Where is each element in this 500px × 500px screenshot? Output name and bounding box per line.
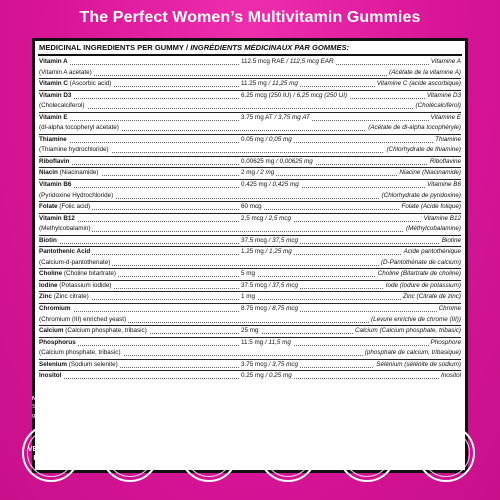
ingredient-name-fr: (Acétate de la vitamine A) [387,68,461,79]
ingredient-source-en: (Cholecalciferol) [39,102,85,110]
ingredient-name-en [39,145,111,156]
ingredient-amount [239,338,293,349]
ingredient-name-fr: Biotine [440,236,461,247]
badge-line1: VEGETARIAN [27,444,75,453]
non-medicinal-text: Sugar, Pectin, Citric acid, Sodium citrate, Vegetable oil, Carnauba wax, Glucose, Glucose Syrup, Blueberry flavour, Raspberry flavour, Purple carrot juice. Sucre, pectine, acide citrique, citrate de sodium, huile végétale, cire de carnauba, glucose, sirop de glucose, saveur de myrtille, saveur de framboise, jus de carotte pourpre. [32,396,458,419]
badge-label [353,444,381,462]
ingredient-name-fr: Calcium (Calcium phosphate, tribasic) [353,326,461,337]
amount-en: 37.5 mcg [241,236,267,244]
table-row [39,370,461,382]
ingredient-name-fr: Zinc (Citrate de zinc) [401,292,461,303]
table-row [39,57,461,68]
table-header [39,43,461,53]
table-row [39,246,461,258]
table-row [39,201,461,213]
ingredient-name-en [39,214,77,225]
ingredient-name-bold: Biotin [39,236,57,244]
ingredient-name-en [39,101,87,112]
amount-fr: / 112,5 mcg EAR [284,58,334,65]
table-row [39,145,461,156]
ingredient-name-bold: Vitamin C [39,80,68,88]
amount-fr: / 3,75 mg AT [272,113,310,121]
ingredient-name-bold: Vitamin A [39,58,68,65]
badge-label [272,444,303,462]
ingredient-name-fr: Niacine (Niacinamide) [397,168,461,179]
amount-fr: / 8,75 mcg [266,305,299,313]
ingredient-name-fr: Inositol [439,371,461,382]
ingredient-name-fr: (Méthylcobalamine) [404,224,461,235]
ingredient-name-fr: (phosphate de calcium, tribasique) [363,348,461,359]
table-row [39,268,461,280]
table-row [39,156,461,168]
amount-fr: / 0,25 mg [263,372,292,380]
badge-pectin-based [417,424,475,482]
table-row [39,359,461,371]
badge-label [433,444,459,462]
table-row [39,291,461,303]
ingredient-source-en: (Niacinamide) [57,169,99,177]
ingredient-name-fr: Chrome [437,304,461,315]
ingredient-amount [239,135,294,146]
amount-en: 8.75 mcg [241,305,267,313]
amount-en: 6.25 mcg (250 IU) [241,91,292,99]
table-row [39,90,461,102]
amount-fr: / 2 mg [255,169,275,177]
ingredient-name-bold: Iodine [39,281,58,289]
amount-en: 11.25 mg [241,80,267,88]
table-row [39,101,461,112]
ingredient-amount [239,79,300,90]
feature-badges [0,424,500,484]
ingredient-name-en [39,191,115,202]
ingredient-name-en [39,57,70,68]
ingredient-amount [239,91,349,102]
ingredient-name-en [39,202,92,213]
ingredient-name-fr: Vitamine C (acide ascorbique) [375,79,461,90]
table-row [39,78,461,90]
ingredient-name-en [39,180,73,191]
ingredient-name-en [39,113,70,124]
table-row [39,68,461,79]
table-row [39,112,461,124]
amount-fr: / 0,00625 mg [274,157,313,165]
ingredient-name-en [39,247,92,258]
amount-fr: / 0,05 mg [263,135,292,143]
ingredient-name-en [39,292,91,303]
non-medicinal-label-fr: INGRÉDIENTS NON-MÉDICINAUX: [126,396,223,402]
ingredient-source-en: (Methylcobalamin) [39,225,91,233]
amount-en: 1 mg [241,293,255,301]
ingredient-amount [239,269,257,280]
table-row [39,258,461,269]
header-rule [38,54,462,56]
amount-fr: / 1,25 mg [263,248,292,256]
amount-en: 1.25 mg [241,248,264,256]
amount-en: 5 mg [241,270,255,278]
table-row [39,123,461,134]
table-row [39,235,461,247]
ingredient-amount [239,168,276,179]
ingredient-name-fr: (D-Pantothénate de calcium) [379,258,461,269]
ingredient-source-en: (Chromium (III) enriched yeast) [39,315,127,323]
ingredient-name-en [39,315,128,326]
ingredient-amount [239,236,300,247]
ingredient-name-en [39,371,63,382]
ingredient-name-en [39,68,94,79]
badge-line2: FRIENDLY [33,453,69,462]
ingredient-source-en: (Zinc citrate) [51,293,89,301]
ingredient-name-en [39,79,113,90]
ingredient-name-bold: Vitamin E [39,113,68,121]
ingredient-name-fr: Vitamine A [429,57,461,68]
ingredient-amount [239,57,336,68]
ingredient-name-bold: Vitamin B12 [39,214,75,222]
badge-line2: BASED [433,453,459,462]
ingredient-source-en: (Choline bitartrate) [62,270,116,278]
amount-en: 37.5 mcg [241,281,267,289]
table-row [39,303,461,315]
ingredient-name-en [39,236,59,247]
amount-en: 2.5 mcg [241,214,264,222]
badge-line2: FREE [199,453,219,462]
ingredient-name-fr: (Acétate de dl-alpha tocophéryle) [366,123,461,134]
ingredient-name-fr: Vitamine B12 [422,214,461,225]
badge-line2: GMO [121,453,139,462]
ingredient-name-en [39,91,73,102]
table-row [39,280,461,292]
ingredient-name-fr: Acide pantothénique [402,247,461,258]
ingredient-name-bold: Inositol [39,372,62,380]
ingredient-amount [239,292,257,303]
amount-en: 112.5 mcg RAE [241,58,285,65]
ingredient-source-en: (Pyridoxine Hydrochloride) [39,191,114,199]
ingredient-name-bold: Zinc [39,293,52,301]
badge-gluten-free [180,424,238,482]
ingredient-name-bold: Thiamine [39,135,67,143]
ingredient-name-bold: Riboflavin [39,157,70,165]
ingredient-name-en [39,168,101,179]
page-title: The Perfect Women’s Multivitamin Gummies [79,9,421,26]
ingredient-amount [239,202,264,213]
badge-line1: LAB [359,444,375,453]
badge-line1: NON [122,444,138,453]
amount-en: 0.05 mg [241,135,264,143]
badge-label [28,444,75,462]
amount-en: 60 mcg [241,203,262,211]
ingredient-amount [239,247,294,258]
non-medicinal-label [32,396,223,402]
ingredient-name-fr: (Chlorhydrate de pyridoxine) [380,191,461,202]
ingredient-name-en [39,338,78,349]
amount-fr: / 2,5 mcg [263,214,292,222]
ingredient-name-bold: Niacin [39,169,58,177]
ingredient-amount [239,371,294,382]
ingredient-source-en: (Calcium-d-pantothenate) [39,258,111,266]
amount-fr: / 0,425 mg [267,181,299,189]
ingredient-name-en [39,224,92,235]
ingredient-name-fr: Sélénium (sélénite de sodium) [374,360,461,371]
ingredient-name-fr: Choline (Bitartrate de choline) [376,269,461,280]
table-row [39,191,461,202]
ingredient-amount [239,157,315,168]
ingredient-name-bold: Vitamin B6 [39,181,72,189]
amount-en: 0.00625 mg [241,157,275,165]
ingredient-name-fr: Vitamine E [429,113,461,124]
ingredient-rows [39,57,461,382]
table-header-en: MEDICINAL INGREDIENTS PER GUMMY / [39,43,191,52]
badge-line1: PECTIN [432,444,460,453]
ingredient-amount [239,326,261,337]
badge-line2: FREE [278,453,298,462]
ingredient-name-en [39,304,73,315]
ingredient-amount [239,180,301,191]
ingredient-name-fr: (Cholécalciférol) [414,101,462,112]
amount-fr: / 37,5 mcg [266,281,299,289]
ingredient-name-bold: Selenium [39,360,67,368]
amount-en: 3.75 mcg [241,360,267,368]
amount-en: 0.425 mg [241,181,268,189]
amount-en: 2 mg [241,169,255,177]
ingredient-name-en [39,157,71,168]
ingredient-name-fr: Vitamine D3 [425,91,461,102]
ingredient-name-en [39,269,118,280]
table-row [39,167,461,179]
amount-fr: / 6,25 mcg (250 UI) [291,91,348,99]
badge-line1: GLUTEN [194,444,224,453]
ingredient-amount [239,304,300,315]
table-row [39,315,461,326]
ingredient-amount [239,360,300,371]
badge-line2: TESTED [352,453,382,462]
badge-non-gmo [101,424,159,482]
non-medicinal-label-en: NON-MEDICINAL INGREDIENTS / [32,396,127,402]
table-row [39,134,461,146]
ingredient-source-en: (Ascorbic acid) [67,80,112,88]
ingredient-amount [239,281,300,292]
badge-label [121,444,138,462]
ingredient-name-bold: Vitamin D3 [39,91,72,99]
amount-en: 0.25 mg [241,372,264,380]
ingredient-name-fr: Iode (Iodure de potassium) [384,281,461,292]
ingredient-source-en: (Potassium iodide) [57,281,112,289]
amount-fr: / 11,25 mg [266,80,298,88]
badge-label [194,444,224,462]
ingredient-source-en: (Calcium phosphate, tribasic) [39,349,121,357]
amount-fr: / 11,5 mg [263,338,291,346]
ingredient-source-en: (Vitamin A acetate) [39,68,92,76]
ingredient-source-en: (Folic acid) [57,203,91,211]
table-row [39,179,461,191]
badge-line1: GELATIN [272,444,304,453]
non-medicinal-ingredients [32,395,468,420]
ingredient-name-bold: Chromium [39,305,71,313]
table-row [39,325,461,337]
ingredient-name-bold: Choline [39,270,63,278]
badge-vegetarian-friendly [22,424,80,482]
ingredient-name-fr: (Chlorhydrate de thiamine) [384,145,461,156]
ingredient-amount [239,214,293,225]
ingredient-source-en: (Calcium phosphate, tribasic) [63,327,147,335]
leader-dots [39,108,461,109]
badge-lab-tested [338,424,396,482]
amount-en: 25 mg [241,327,259,335]
table-row [39,213,461,225]
ingredient-name-en [39,348,123,359]
ingredient-source-en: (Thiamine hydrochloride) [39,146,109,154]
ingredient-name-bold: Calcium [39,327,64,335]
table-row [39,224,461,235]
ingredient-name-en [39,135,69,146]
ingredient-source-en: (Sodium selenite) [67,360,118,368]
badge-gelatin-free [259,424,317,482]
table-row [39,348,461,359]
ingredient-name-fr: Folate (Acide folique) [399,202,461,213]
ingredient-name-fr: Thiamine [433,135,461,146]
ingredient-name-bold: Folate [39,203,58,211]
amount-en: 11.5 mg [241,338,264,346]
leader-dots [39,231,461,232]
ingredient-name-bold: Pantothenic Acid [39,248,91,256]
ingredient-amount [239,113,312,124]
amount-en: 3.75 mg AT [241,113,273,121]
ingredient-source-en: (dl-alpha tocopheryl acetate) [39,124,119,132]
table-row [39,337,461,349]
ingredient-name-en [39,360,120,371]
ingredient-name-en [39,326,149,337]
ingredient-name-en [39,281,113,292]
table-header-fr: INGRÉDIENTS MÉDICINAUX PAR GOMMES: [190,43,350,52]
ingredient-name-fr: (Levure enrichie de chrome (III)) [369,315,461,326]
amount-fr: / 3,75 mcg [266,360,299,368]
ingredient-name-fr: Riboflavine [428,157,461,168]
ingredient-name-en [39,258,112,269]
ingredient-name-fr: Vitamine B6 [425,180,461,191]
ingredient-name-bold: Phosphorus [39,338,76,346]
ingredient-name-en [39,123,121,134]
amount-fr: / 37,5 mcg [266,236,299,244]
ingredient-name-fr: Phosphore [429,338,461,349]
